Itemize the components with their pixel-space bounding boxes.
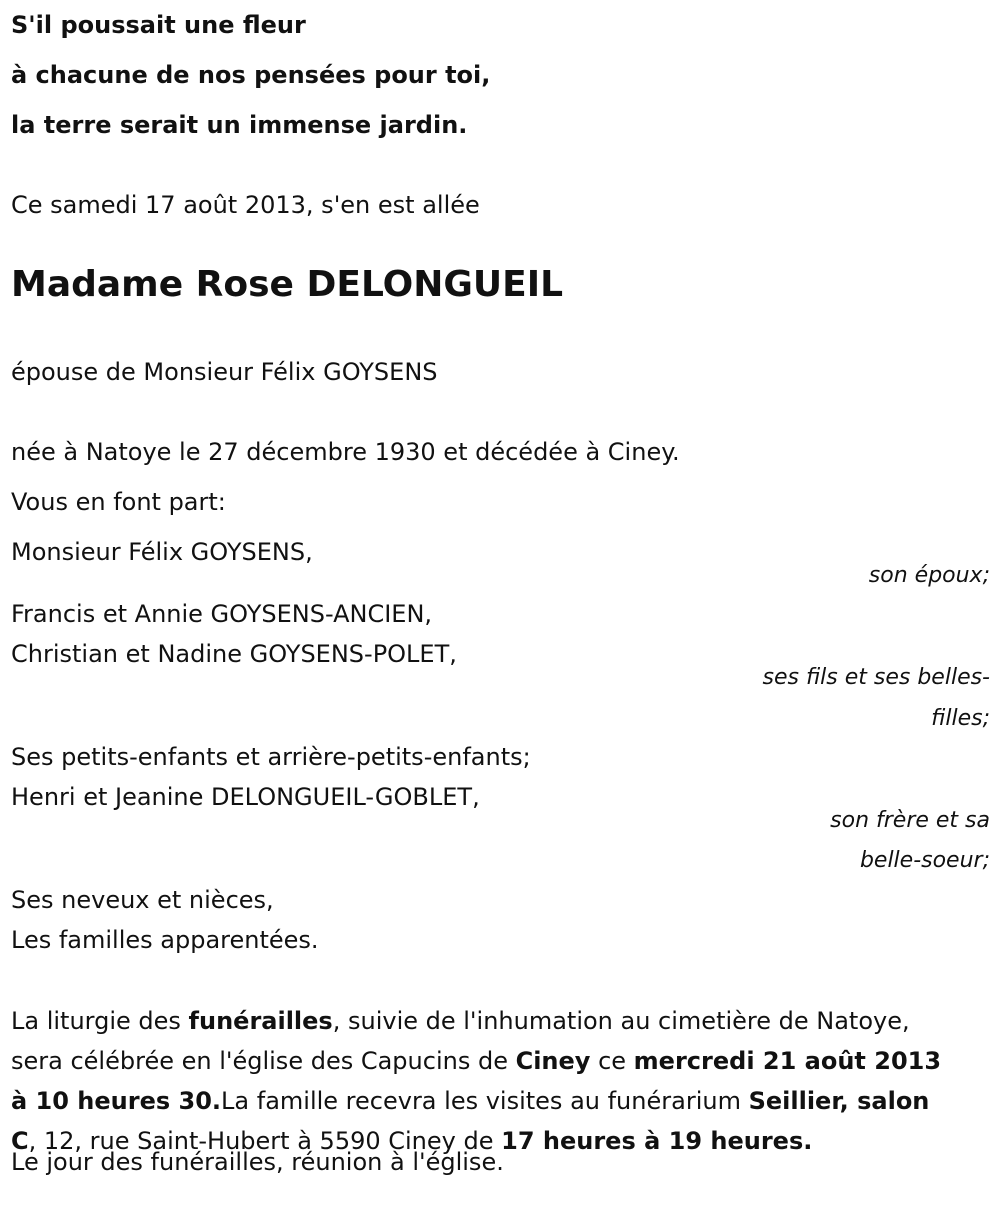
spouse-line: épouse de Monsieur Félix GOYSENS (11, 358, 438, 386)
family-name: Christian et Nadine GOYSENS-POLET, (11, 640, 457, 668)
birth-death-line: née à Natoye le 27 décembre 1930 et décédée à Ciney. (11, 438, 680, 466)
announce-line: Vous en font part: (11, 488, 226, 516)
closing-line: Le jour des funérailles, réunion à l'église. (11, 1148, 504, 1176)
funeral-line-1: La liturgie des funérailles, suivie de l'inhumation au cimetière de Natoye, (11, 1007, 910, 1035)
funeral-line-3: à 10 heures 30.La famille recevra les visites au funérarium Seillier, salon (11, 1087, 930, 1115)
family-name: Francis et Annie GOYSENS-ANCIEN, (11, 600, 433, 628)
family-name: Monsieur Félix GOYSENS, (11, 538, 313, 566)
deceased-name: Madame Rose DELONGUEIL (11, 264, 564, 305)
poem-line-2: à chacune de nos pensées pour toi, (11, 61, 491, 89)
family-relation: son époux; (868, 563, 990, 588)
family-relation: son frère et sa (830, 808, 990, 833)
family-relation: belle-soeur; (859, 848, 990, 873)
family-name: Ses neveux et nièces, (11, 886, 274, 914)
poem-line-1: S'il poussait une fleur (11, 11, 306, 39)
family-name: Henri et Jeanine DELONGUEIL-GOBLET, (11, 783, 480, 811)
funeral-line-4: C, 12, rue Saint-Hubert à 5590 Ciney de 17 heures à 19 heures. (11, 1127, 813, 1155)
funeral-paragraph (11, 1001, 996, 1161)
intro-text: Ce samedi 17 août 2013, s'en est allée (11, 191, 480, 219)
family-relation: ses fils et ses belles- (762, 665, 990, 690)
funeral-line-2: sera célébrée en l'église des Capucins de Ciney ce mercredi 21 août 2013 (11, 1047, 942, 1075)
poem-line-3: la terre serait un immense jardin. (11, 111, 468, 139)
family-name: Les familles apparentées. (11, 926, 319, 954)
family-relation: filles; (931, 706, 990, 731)
family-name: Ses petits-enfants et arrière-petits-enfants; (11, 743, 531, 771)
